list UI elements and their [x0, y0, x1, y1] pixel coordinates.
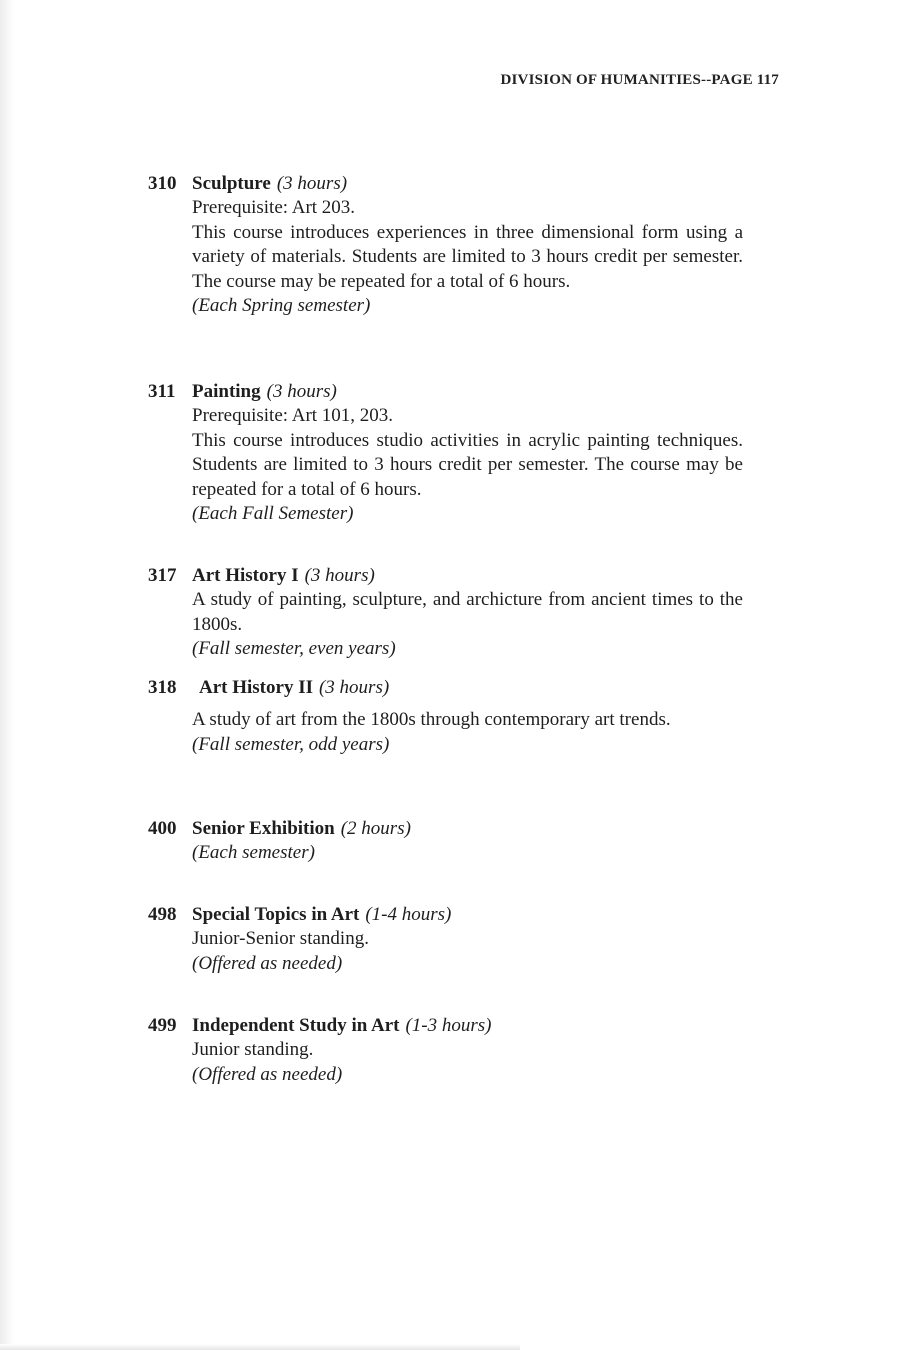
- scan-edge-shadow: [0, 0, 14, 1350]
- course-entry-400: [148, 817, 748, 866]
- course-number: 310: [148, 173, 177, 194]
- course-term: (Offered as needed): [192, 952, 343, 974]
- course-body: [192, 841, 743, 866]
- course-title: Painting: [192, 381, 261, 402]
- course-prerequisite: Prerequisite: Art 101, 203.: [192, 405, 394, 426]
- course-entry-311: [148, 380, 748, 527]
- course-hours: (2 hours): [340, 818, 411, 839]
- course-hours: (3 hours): [266, 381, 337, 402]
- course-description: A study of art from the 1800s through contemporary art trends.: [192, 709, 671, 730]
- course-number: 311: [148, 381, 176, 402]
- course-number: 400: [148, 818, 177, 839]
- course-term: (Offered as needed): [192, 1063, 343, 1085]
- course-prerequisite: Junior-Senior standing.: [192, 928, 369, 949]
- course-heading: [148, 380, 748, 404]
- course-title: Art History II: [199, 677, 313, 698]
- course-title: Independent Study in Art: [192, 1015, 400, 1036]
- course-title: Special Topics in Art: [192, 904, 360, 925]
- course-body: [192, 1038, 743, 1087]
- course-term: (Fall semester, even years): [192, 638, 396, 660]
- course-body: [192, 927, 743, 976]
- course-prerequisite: Junior standing.: [192, 1039, 314, 1060]
- course-term: (Each Spring semester): [192, 295, 371, 317]
- course-heading: [148, 903, 748, 927]
- course-heading: [148, 676, 748, 700]
- course-body: [192, 404, 743, 527]
- course-heading: [148, 172, 748, 196]
- course-number: 499: [148, 1015, 177, 1036]
- course-description: This course introduces experiences in three dimensional form using a variety of materials. Students are limited to 3 hours credit per semester. The course may be repeated for a total of 6 hours.: [192, 221, 743, 292]
- course-term: (Each semester): [192, 842, 315, 863]
- course-body: [192, 588, 743, 662]
- course-hours: (1-4 hours): [365, 904, 452, 925]
- course-prerequisite: Prerequisite: Art 203.: [192, 197, 356, 218]
- course-number: 317: [148, 565, 177, 586]
- course-body: [192, 708, 743, 757]
- course-term: (Fall semester, odd years): [192, 733, 390, 755]
- running-head: DIVISION OF HUMANITIES--PAGE 117: [500, 72, 779, 88]
- course-heading: [148, 817, 748, 841]
- course-title: Senior Exhibition: [192, 818, 335, 839]
- course-entry-317: [148, 564, 748, 662]
- course-entry-499: [148, 1014, 748, 1087]
- course-hours: (3 hours): [276, 173, 348, 194]
- course-hours: (3 hours): [304, 565, 375, 586]
- course-title: Art History I: [192, 565, 299, 586]
- scan-bottom-shadow: [0, 1344, 520, 1350]
- course-number: 498: [148, 904, 177, 925]
- course-term: (Each Fall Semester): [192, 503, 354, 525]
- course-heading: [148, 564, 748, 588]
- course-hours: (1-3 hours): [405, 1015, 492, 1036]
- course-hours: (3 hours): [318, 677, 390, 698]
- course-entry-310: [148, 172, 748, 319]
- course-body: [192, 196, 743, 319]
- course-entry-318: [148, 676, 748, 757]
- course-title: Sculpture: [192, 173, 271, 194]
- course-description: This course introduces studio activities in acrylic painting techniques. Students are limited to 3 hours credit per semester. The course may be repeated for a total of 6 hours.: [192, 429, 743, 500]
- course-entry-498: [148, 903, 748, 976]
- course-number: 318: [148, 677, 177, 698]
- course-description: A study of painting, sculpture, and archicture from ancient times to the 1800s.: [192, 589, 743, 635]
- course-heading: [148, 1014, 748, 1038]
